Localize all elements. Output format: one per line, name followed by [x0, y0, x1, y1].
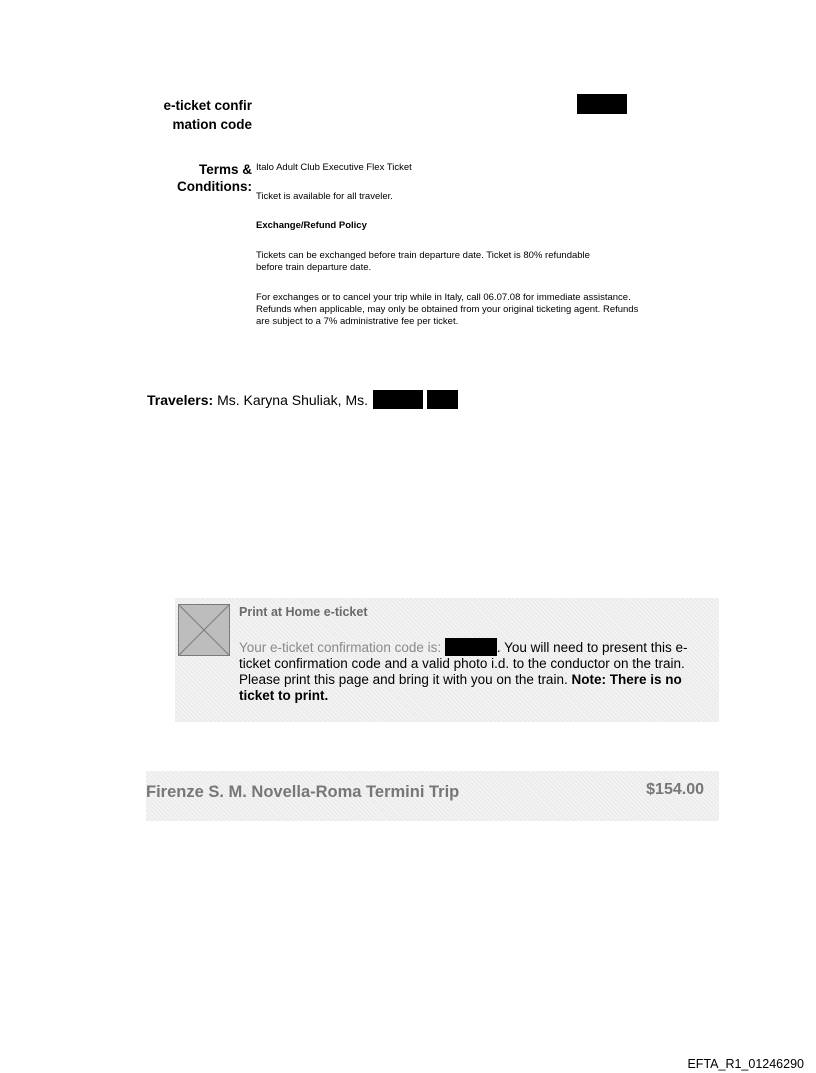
- print-at-home-title: Print at Home e-ticket: [239, 605, 368, 619]
- traveler-name-redaction-1: [373, 390, 423, 409]
- policy-heading: Exchange/Refund Policy: [256, 220, 367, 231]
- print-at-home-code-redaction: [445, 638, 497, 656]
- print-at-home-instructions: . You will need to present this e-ticket confirmation code and a valid photo i.d. to the conductor on the train. Please print this page and bring it with you on the train.: [239, 640, 688, 687]
- ticket-name: Italo Adult Club Executive Flex Ticket: [256, 162, 412, 173]
- policy-paragraph-2: For exchanges or to cancel your trip while in Italy, call 06.07.08 for immediate assistance. Refunds when applicable, may only be obtained from your original ticketing agent. Refunds are subject to a 7% administrative fee per ticket.: [256, 292, 639, 327]
- travelers-names: Ms. Karyna Shuliak, Ms.: [217, 392, 368, 408]
- policy-paragraph-1: Tickets can be exchanged before train departure date. Ticket is 80% refundable before train departure date.: [256, 250, 590, 273]
- trip-price: $154.00: [646, 781, 704, 798]
- document-id: EFTA_R1_01246290: [687, 1057, 804, 1071]
- traveler-name-redaction-2: [427, 390, 458, 409]
- print-at-home-body: [239, 638, 709, 704]
- trip-title: Firenze S. M. Novella-Roma Termini Trip: [146, 783, 460, 801]
- confirmation-label: e-ticket confirmation code: [163, 98, 252, 132]
- travelers-label: Travelers:: [147, 392, 214, 408]
- travelers-row: [147, 391, 368, 409]
- ticket-availability: Ticket is available for all traveler.: [256, 191, 393, 202]
- print-at-home-lead: Your e-ticket confirmation code is:: [239, 640, 442, 655]
- confirmation-code-redaction: [577, 94, 627, 114]
- terms-label: Terms & Conditions:: [177, 162, 252, 194]
- print-at-home-note: Note: There is no ticket to print.: [239, 672, 682, 703]
- broken-image-icon: [178, 604, 230, 656]
